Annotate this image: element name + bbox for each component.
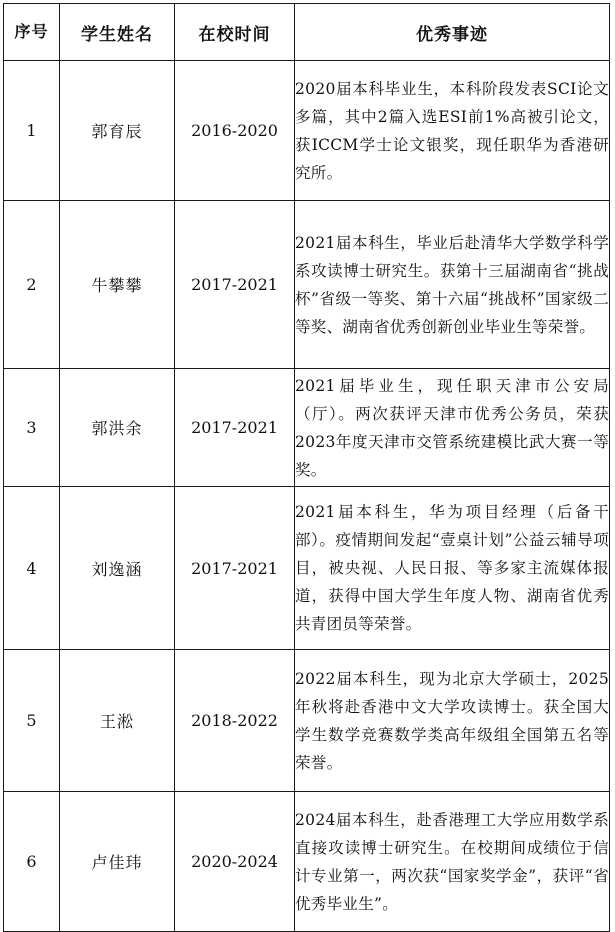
header-row — [4, 4, 610, 61]
row-index: 5 — [4, 650, 60, 792]
student-achievements-table — [3, 3, 610, 932]
table-body — [4, 61, 610, 932]
row-index: 4 — [4, 487, 60, 650]
student-name: 牛攀攀 — [60, 201, 175, 369]
header-achievements: 优秀事迹 — [295, 4, 610, 61]
table-header — [4, 4, 610, 61]
header-name: 学生姓名 — [60, 4, 175, 61]
table-row — [4, 487, 610, 650]
achievement-text: 2021届本科生，毕业后赴清华大学数学科学系攻读博士研究生。获第十三届湖南省“挑战杯”省级一等奖、第十六届“挑战杯”国家级二等奖、湖南省优秀创新创业毕业生等荣誉。 — [295, 201, 610, 369]
student-name: 卢佳玮 — [60, 792, 175, 932]
enrollment-years: 2016-2020 — [175, 61, 295, 201]
row-index: 6 — [4, 792, 60, 932]
row-index: 2 — [4, 201, 60, 369]
header-index: 序号 — [4, 4, 60, 61]
achievement-text: 2020届本科毕业生，本科阶段发表SCI论文多篇，其中2篇入选ESI前1%高被引论文，获ICCM学士论文银奖，现任职华为香港研究所。 — [295, 61, 610, 201]
enrollment-years: 2020-2024 — [175, 792, 295, 932]
row-index: 3 — [4, 369, 60, 487]
enrollment-years: 2017-2021 — [175, 201, 295, 369]
achievement-text: 2021届本科生，华为项目经理（后备干部）。疫情期间发起“壹桌计划”公益云辅导项目，被央视、人民日报、等多家主流媒体报道，获得中国大学生年度人物、湖南省优秀共青团员等荣誉。 — [295, 487, 610, 650]
student-name: 王淞 — [60, 650, 175, 792]
student-name: 刘逸涵 — [60, 487, 175, 650]
student-name: 郭育辰 — [60, 61, 175, 201]
achievement-text: 2024届本科生，赴香港理工大学应用数学系直接攻读博士研究生。在校期间成绩位于信计专业第一，两次获“国家奖学金”，获评“省优秀毕业生”。 — [295, 792, 610, 932]
table-row — [4, 201, 610, 369]
enrollment-years: 2018-2022 — [175, 650, 295, 792]
table-row — [4, 61, 610, 201]
table-row — [4, 369, 610, 487]
enrollment-years: 2017-2021 — [175, 487, 295, 650]
achievement-text: 2021届毕业生，现任职天津市公安局（厅）。两次获评天津市优秀公务员，荣获2023年度天津市交管系统建模比武大赛一等奖。 — [295, 369, 610, 487]
achievement-text: 2022届本科生，现为北京大学硕士，2025年秋将赴香港中文大学攻读博士。获全国大学生数学竞赛数学类高年级组全国第五名等荣誉。 — [295, 650, 610, 792]
header-years: 在校时间 — [175, 4, 295, 61]
student-name: 郭洪余 — [60, 369, 175, 487]
row-index: 1 — [4, 61, 60, 201]
enrollment-years: 2017-2021 — [175, 369, 295, 487]
table-row — [4, 792, 610, 932]
table-row — [4, 650, 610, 792]
